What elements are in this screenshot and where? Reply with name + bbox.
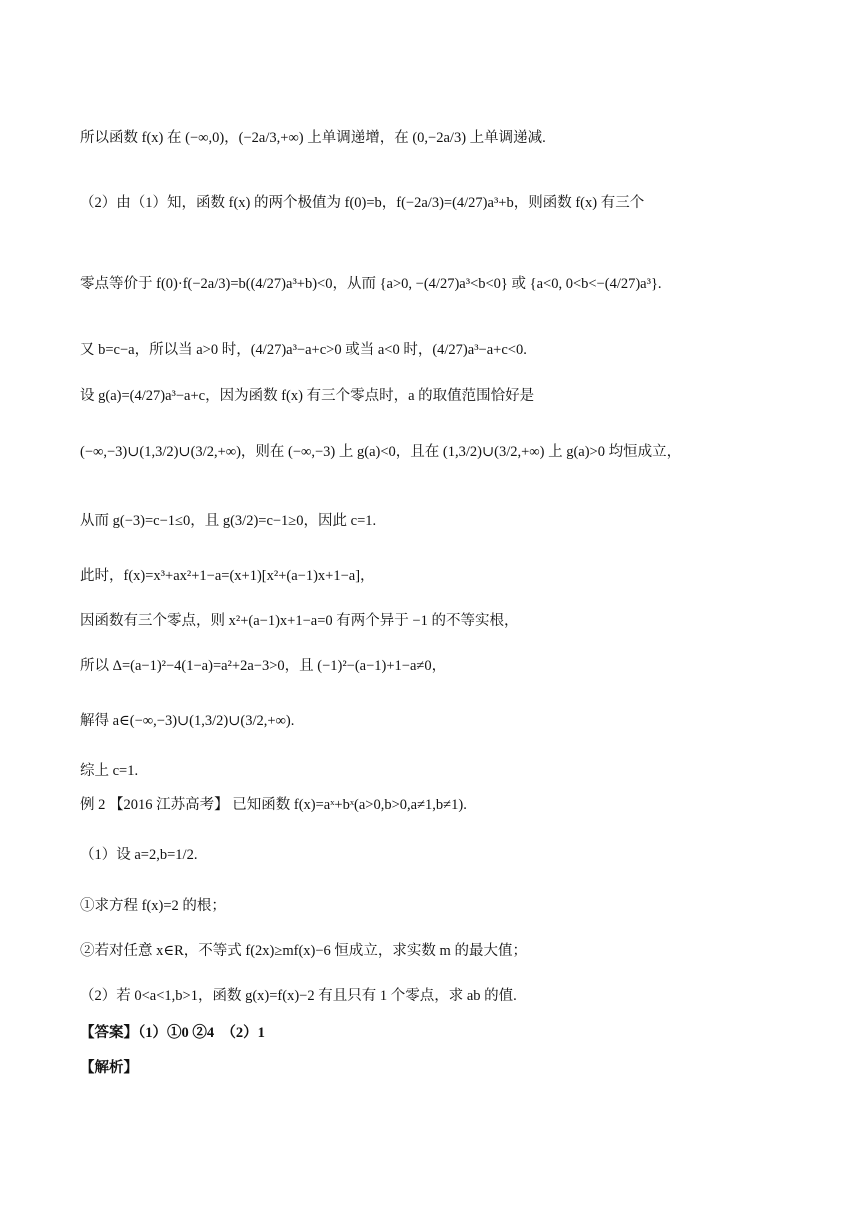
example2-part1: （1）设 a=2,b=1/2.: [80, 847, 198, 863]
line-b-substitution: 又 b=c−a，所以当 a>0 时，(4/27)a³−a+c>0 或当 a<0 时，(4/27)a³−a+c<0.: [80, 342, 527, 358]
line-part2-extrema: （2）由（1）知，函数 f(x) 的两个极值为 f(0)=b，f(−2a/3)=(4/27)a³+b，则函数 f(x) 有三个: [80, 195, 645, 211]
line-discriminant: 所以 Δ=(a−1)²−4(1−a)=a²+2a−3>0，且 (−1)²−(a−1)+1−a≠0，: [80, 658, 447, 674]
example2-part2: （2）若 0<a<1,b>1，函数 g(x)=f(x)−2 有且只有 1 个零点，求 ab 的值.: [80, 988, 517, 1004]
analysis-heading: 【解析】: [80, 1060, 138, 1076]
example2-item1: ①求方程 f(x)=2 的根；: [80, 898, 226, 914]
line-define-g: 设 g(a)=(4/27)a³−a+c，因为函数 f(x) 有三个零点时，a 的取值范围恰好是: [80, 388, 535, 404]
line-zero-condition: 零点等价于 f(0)·f(−2a/3)=b((4/27)a³+b)<0，从而 {a>0, −(4/27)a³<b<0} 或 {a<0, 0<b<−(4/27)a³}.: [80, 276, 662, 292]
example2-heading: 例 2 【2016 江苏高考】 已知函数 f(x)=aˣ+bˣ(a>0,b>0,a≠1,b≠1).: [80, 797, 467, 813]
line-c-value: 从而 g(−3)=c−1≤0，且 g(3/2)=c−1≥0，因此 c=1.: [80, 513, 377, 529]
line-solution: 解得 a∈(−∞,−3)∪(1,3/2)∪(3/2,+∞).: [80, 713, 295, 729]
line-factorization: 此时，f(x)=x³+ax²+1−a=(x+1)[x²+(a−1)x+1−a]，: [80, 568, 375, 584]
line-conclusion: 综上 c=1.: [80, 763, 139, 779]
line-monotonic: 所以函数 f(x) 在 (−∞,0)，(−2a/3,+∞) 上单调递增，在 (0,−2a/3) 上单调递减.: [80, 130, 546, 146]
line-roots: 因函数有三个零点，则 x²+(a−1)x+1−a=0 有两个异于 −1 的不等实根，: [80, 613, 519, 629]
answer-line: 【答案】（1）①0 ②4 （2）1: [80, 1025, 265, 1041]
example2-item2: ②若对任意 x∈R，不等式 f(2x)≥mf(x)−6 恒成立，求实数 m 的最大值；: [80, 943, 527, 959]
line-range-a: (−∞,−3)∪(1,3/2)∪(3/2,+∞)，则在 (−∞,−3) 上 g(a)<0，且在 (1,3/2)∪(3/2,+∞) 上 g(a)>0 均恒成立，: [80, 444, 682, 460]
